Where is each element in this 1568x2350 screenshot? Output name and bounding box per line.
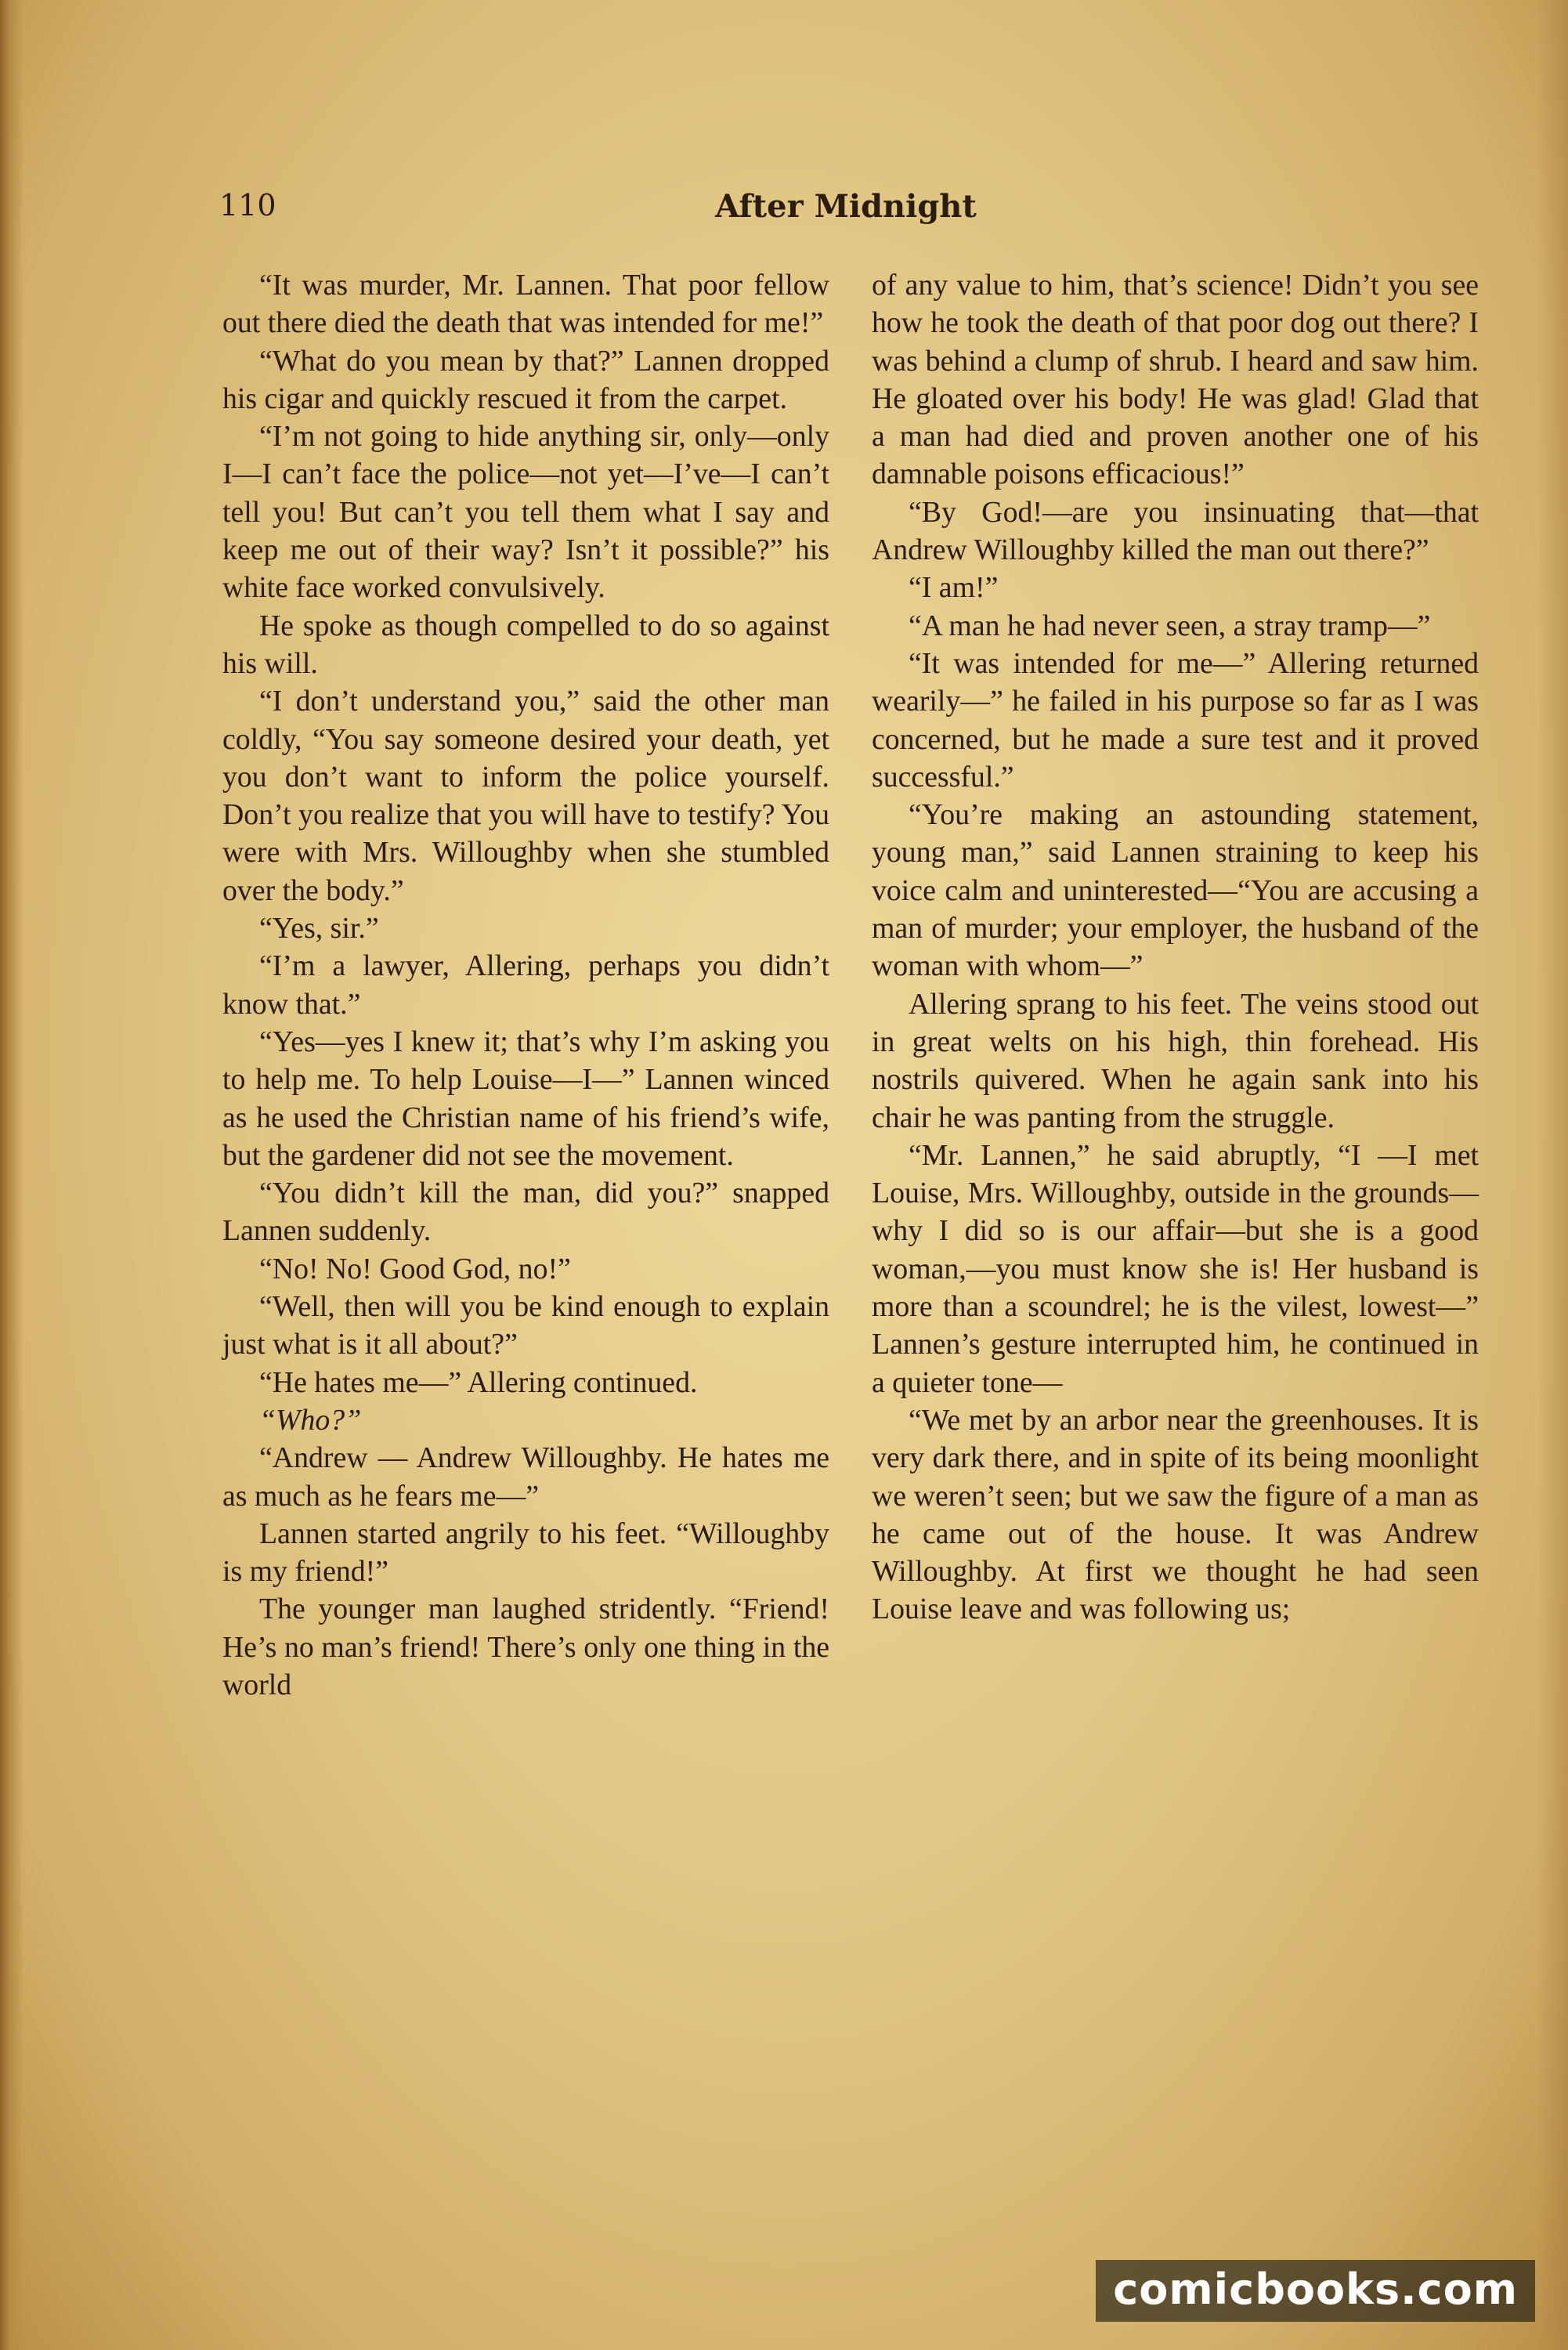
paragraph: “What do you mean by that?” Lannen dropped his cigar and quickly rescued it from the carpet. — [222, 344, 829, 415]
paragraph: “It was intended for me—” Allering returned wearily—” he failed in his purpose so far as I was concerned, but he made a sure test and it proved successful.” — [872, 646, 1479, 794]
paragraph: “I’m a lawyer, Allering, perhaps you didn’t know that.” — [222, 949, 829, 1021]
paragraph: “By God!—are you insinuating that—that Andrew Willoughby killed the man out there?” — [872, 495, 1479, 567]
paragraph: “A man he had never seen, a stray tramp—” — [909, 609, 1431, 642]
paragraph: “He hates me—” Allering continued. — [259, 1365, 698, 1399]
paragraph: “You didn’t kill the man, did you?” snapped Lannen suddenly. — [222, 1177, 829, 1248]
right-column — [872, 266, 1479, 1629]
paragraph: “Andrew — Andrew Willoughby. He hates me as much as he fears me—” — [222, 1441, 829, 1513]
paragraph: “We met by an arbor near the greenhouses. It is very dark there, and in spite of its being moonlight we weren’t seen; but we saw the figure of a man as he came out of the house. It was Andrew Willoughby. At first we thought he had seen Louise leave and was following us; — [872, 1403, 1479, 1626]
paragraph: “I am!” — [909, 571, 999, 605]
watermark-label: comicbooks.com — [1096, 2260, 1535, 2322]
paragraph: He spoke as though compelled to do so against his will. — [222, 609, 829, 680]
paragraph: Allering sprang to his feet. The veins stood out in great welts on his high, thin forehead. His nostrils quivered. When he again sank into his chair he was panting from the struggle. — [872, 987, 1479, 1134]
paragraph: “Who?” — [259, 1403, 362, 1437]
paragraph: “Mr. Lannen,” he said abruptly, “I —I met Louise, Mrs. Willoughby, outside in the grounds—why I did so is our affair—but she is a good woman,—you must know she is! Her husband is more than a scoundrel; he is the vilest, lowest—” Lannen’s gesture interrupted him, he continued in a quieter tone— — [872, 1138, 1479, 1399]
paragraph: “It was murder, Mr. Lannen. That poor fellow out there died the death that was intended for me!” — [222, 269, 829, 340]
paragraph: “No! No! Good God, no!” — [259, 1252, 571, 1285]
paragraph: “Yes—yes I knew it; that’s why I’m asking you to help me. To help Louise—I—” Lannen winced as he used the Christian name of his friend’s wife, but the gardener did not see the movement. — [222, 1025, 829, 1172]
paragraph: The younger man laughed stridently. “Friend! He’s no man’s friend! There’s only one thing in the world — [222, 1593, 829, 1701]
left-column — [222, 266, 829, 1704]
paragraph: “I’m not going to hide anything sir, only—only I—I can’t face the police—not yet—I’ve—I can’t tell you! But can’t you tell them what I say and keep me out of their way? Isn’t it possible?” his white face worked convulsively. — [222, 420, 829, 605]
paragraph: “Well, then will you be kind enough to explain just what is it all about?” — [222, 1290, 829, 1361]
paragraph: Lannen started angrily to his feet. “Willoughby is my friend!” — [222, 1517, 829, 1589]
paragraph: “Yes, sir.” — [259, 912, 379, 945]
page-header — [219, 188, 1472, 235]
paragraph: of any value to him, that’s science! Didn’t you see how he took the death of that poor dog out there? I was behind a clump of shrub. I heard and saw him. He gloated over his body! He was glad! Glad that a man had died and proven another one of his damnable poisons efficacious!” — [872, 269, 1479, 491]
running-title: After Midnight — [715, 188, 977, 225]
paragraph: “I don’t understand you,” said the other man coldly, “You say someone desired your death, yet you don’t want to inform the police yourself. Don’t you realize that you will have to testify? You were with Mrs. Willoughby when she stumbled over the body.” — [222, 685, 829, 907]
page-number: 110 — [219, 188, 276, 222]
paragraph: “You’re making an astounding statement, young man,” said Lannen straining to keep his voice calm and uninterested—“You are accusing a man of murder; your employer, the husband of the woman with whom—” — [872, 798, 1479, 983]
